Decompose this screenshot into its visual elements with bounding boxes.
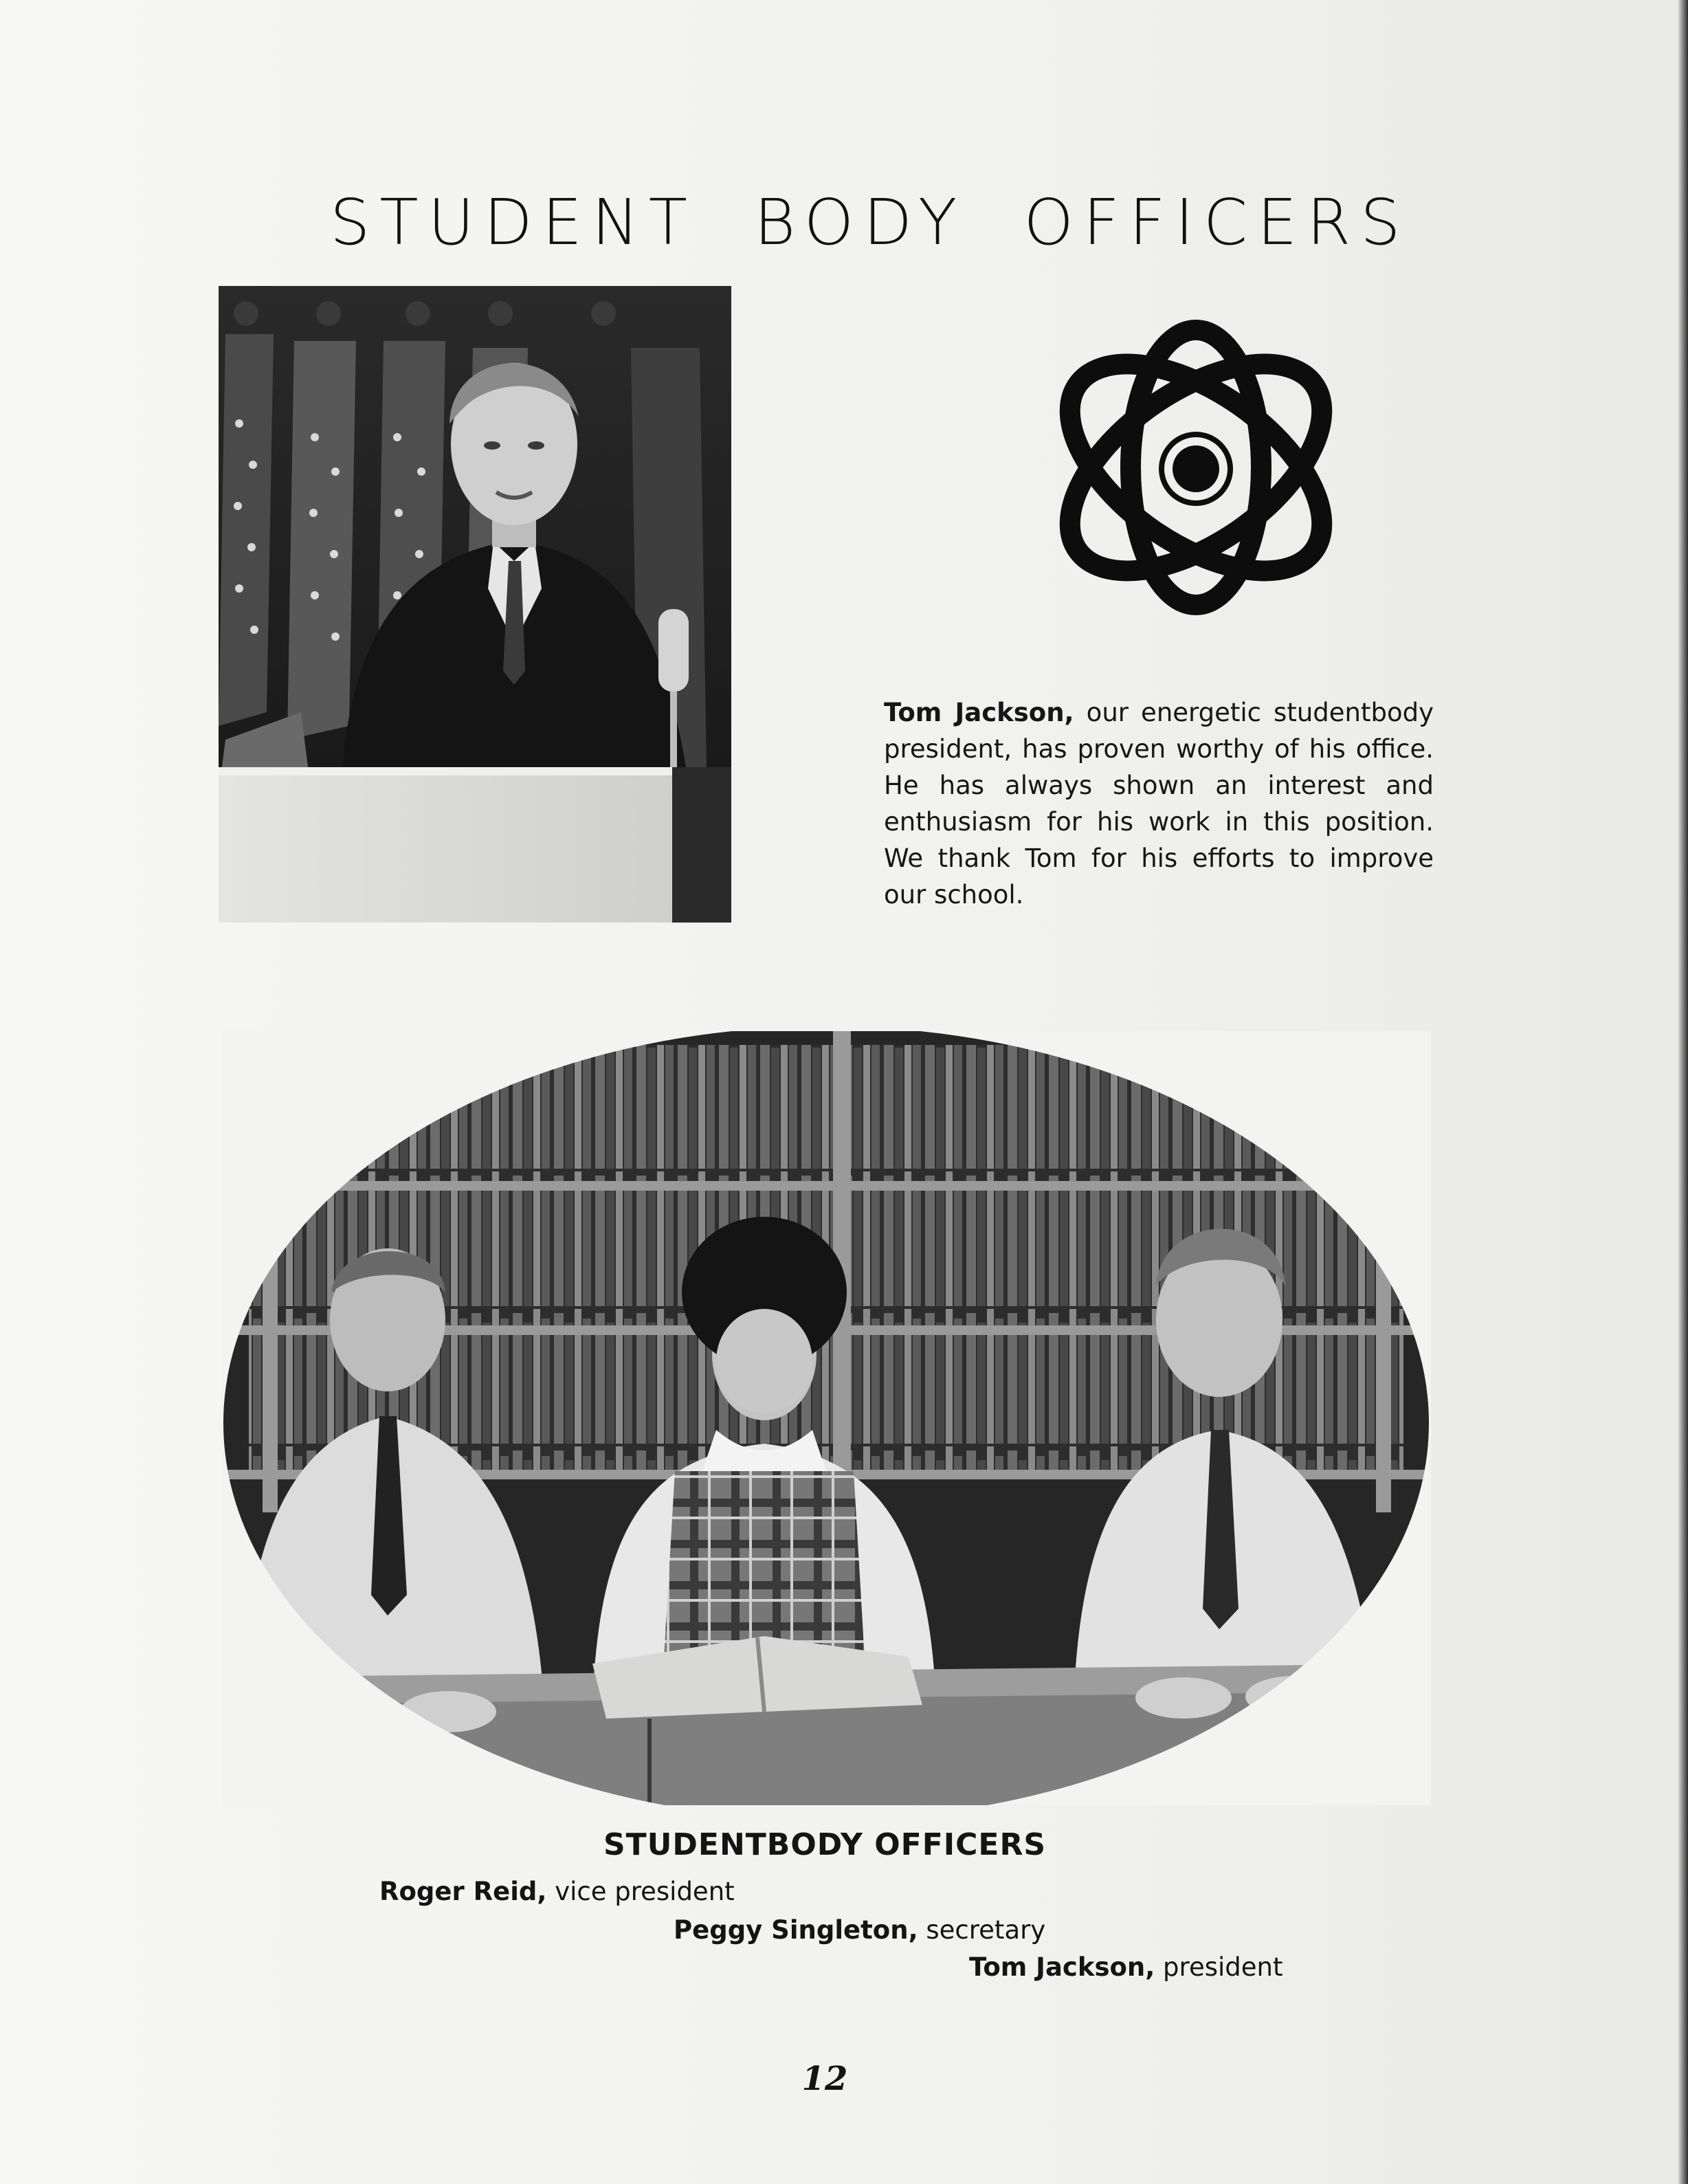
- officers-group-photo: [221, 1031, 1431, 1805]
- page-binding-edge: [1678, 0, 1688, 2184]
- officer-caption-secretary: [674, 1915, 1045, 1945]
- page-title: STUDENT BODY OFFICERS: [330, 186, 1410, 259]
- officer-name: Roger Reid,: [379, 1877, 547, 1906]
- president-description: [884, 694, 1434, 913]
- officer-name: Tom Jackson,: [969, 1952, 1155, 1982]
- group-caption-title: STUDENTBODY OFFICERS: [603, 1827, 1047, 1862]
- officer-role: vice president: [546, 1877, 735, 1906]
- officer-caption-vice-president: [379, 1877, 735, 1906]
- officer-caption-president: [969, 1952, 1282, 1982]
- president-description-text: our energetic studentbody president, has proven worthy of his office. He has always shown an interest and enthusiasm for his work in this position. We thank Tom for his efforts to improve our school.: [884, 698, 1434, 909]
- atom-icon: [1031, 309, 1361, 626]
- officer-role: president: [1155, 1952, 1283, 1982]
- officer-name: Peggy Singleton,: [674, 1915, 918, 1945]
- page-number: 12: [801, 2060, 848, 2098]
- officer-role: secretary: [918, 1915, 1046, 1945]
- president-name: Tom Jackson,: [884, 698, 1074, 727]
- president-at-podium-photo: [219, 286, 731, 923]
